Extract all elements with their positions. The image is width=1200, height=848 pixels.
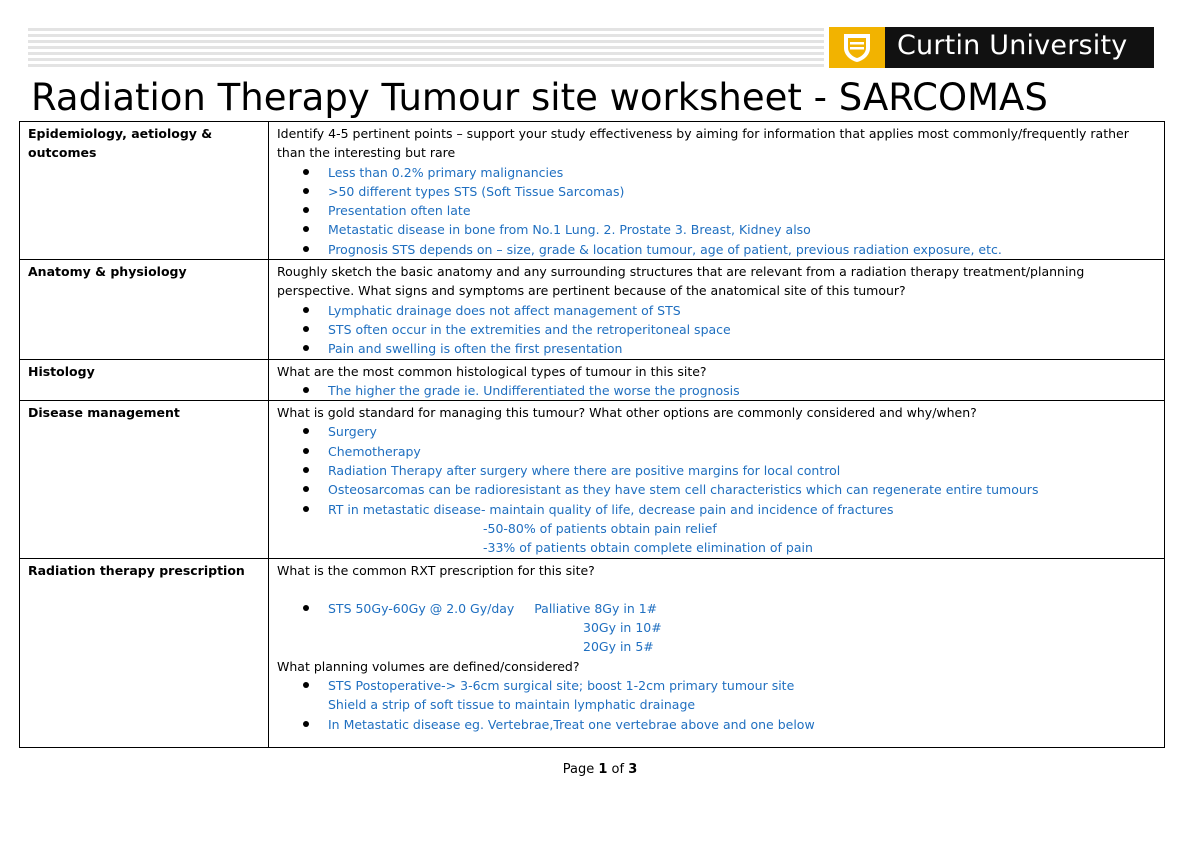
header-stripes	[28, 28, 824, 68]
answer-list	[277, 301, 1156, 359]
answer-list	[277, 381, 1156, 400]
list-item: Metastatic disease in bone from No.1 Lung. 2. Prostate 3. Breast, Kidney also	[277, 220, 1156, 239]
answer-list	[277, 676, 1156, 695]
row-label-line: outcomes	[28, 145, 97, 161]
dose-line: 30Gy in 10#	[583, 620, 662, 636]
list-item: Prognosis STS depends on – size, grade & location tumour, age of patient, previous radiation exposure, etc.	[277, 240, 1156, 259]
prompt-text: Identify 4-5 pertinent points – support your study effectiveness by aiming for information that applies most commonly/frequently rather	[277, 126, 1129, 141]
prompt-text: Roughly sketch the basic anatomy and any surrounding structures that are relevant from a radiation therapy treatment/planning	[277, 264, 1085, 280]
page-prefix: Page	[562, 762, 595, 777]
list-item: Chemotherapy	[277, 442, 1156, 461]
list-item: Lymphatic drainage does not affect management of STS	[277, 301, 1156, 320]
row-content	[269, 260, 1165, 359]
logo-text: Curtin University	[897, 30, 1128, 61]
stat-line: -50-80% of patients obtain pain relief	[483, 520, 717, 536]
list-item: >50 different types STS (Soft Tissue Sarcomas)	[277, 182, 1156, 201]
dose-line: 20Gy in 5#	[583, 639, 654, 655]
list-item: Surgery	[277, 422, 1156, 441]
answer-list	[277, 599, 1156, 618]
list-item: Radiation Therapy after surgery where there are positive margins for local control	[277, 461, 1156, 480]
page-number: 1	[598, 762, 608, 777]
table-row-epidemiology	[20, 122, 1165, 260]
row-content	[269, 558, 1165, 747]
list-item: The higher the grade ie. Undifferentiated the worse the prognosis	[277, 381, 1156, 400]
row-label-line: Epidemiology, aetiology &	[28, 126, 213, 141]
list-item: Presentation often late	[277, 201, 1156, 220]
row-label: Radiation therapy prescription	[20, 558, 269, 747]
row-label: Histology	[20, 359, 269, 401]
list-item: In Metastatic disease eg. Vertebrae,Treat one vertebrae above and one below	[277, 715, 1156, 734]
table-row-disease-management	[20, 401, 1165, 558]
row-content	[269, 401, 1165, 558]
table-row-histology	[20, 359, 1165, 401]
row-label: Disease management	[20, 401, 269, 558]
list-item: RT in metastatic disease- maintain quality of life, decrease pain and incidence of fractures	[277, 500, 1156, 519]
of-word: of	[611, 762, 625, 777]
prompt-text: What are the most common histological types of tumour in this site?	[277, 363, 707, 379]
blank-line	[277, 580, 1156, 599]
page-total: 3	[628, 762, 638, 777]
page-footer	[0, 762, 1200, 777]
table-row-anatomy	[20, 260, 1165, 359]
row-content	[269, 359, 1165, 401]
prompt-text: perspective. What signs and symptoms are pertinent because of the anatomical site of this tumour?	[277, 283, 906, 299]
prompt-text: What is gold standard for managing this tumour? What other options are commonly considered and why/when?	[277, 405, 977, 421]
row-content	[269, 122, 1165, 260]
prompt-text: What planning volumes are defined/considered?	[277, 658, 580, 674]
list-item: STS Postoperative-> 3-6cm surgical site; boost 1-2cm primary tumour site	[277, 676, 1156, 695]
curtin-university-logo	[829, 27, 1154, 68]
answer-list	[277, 422, 1156, 518]
prompt-text: than the interesting but rare	[277, 145, 456, 161]
answer-list	[277, 715, 1156, 734]
prompt-text: What is the common RXT prescription for this site?	[277, 562, 595, 578]
answer-list	[277, 163, 1156, 259]
table-row-prescription	[20, 558, 1165, 747]
worksheet-table	[19, 121, 1165, 748]
shield-icon	[829, 27, 885, 68]
list-item: STS 50Gy-60Gy @ 2.0 Gy/day Palliative 8Gy in 1#	[277, 599, 1156, 618]
row-label	[20, 122, 269, 260]
row-label: Anatomy & physiology	[20, 260, 269, 359]
list-item: Less than 0.2% primary malignancies	[277, 163, 1156, 182]
blank-line	[277, 734, 1156, 747]
continuation-line: Shield a strip of soft tissue to maintain lymphatic drainage	[328, 697, 696, 713]
page-title: Radiation Therapy Tumour site worksheet - SARCOMAS	[31, 76, 1048, 119]
list-item: Pain and swelling is often the first presentation	[277, 339, 1156, 358]
list-item: STS often occur in the extremities and the retroperitoneal space	[277, 320, 1156, 339]
list-item: Osteosarcomas can be radioresistant as they have stem cell characteristics which can regenerate entire tumours	[277, 480, 1156, 499]
stat-line: -33% of patients obtain complete elimination of pain	[483, 540, 813, 556]
